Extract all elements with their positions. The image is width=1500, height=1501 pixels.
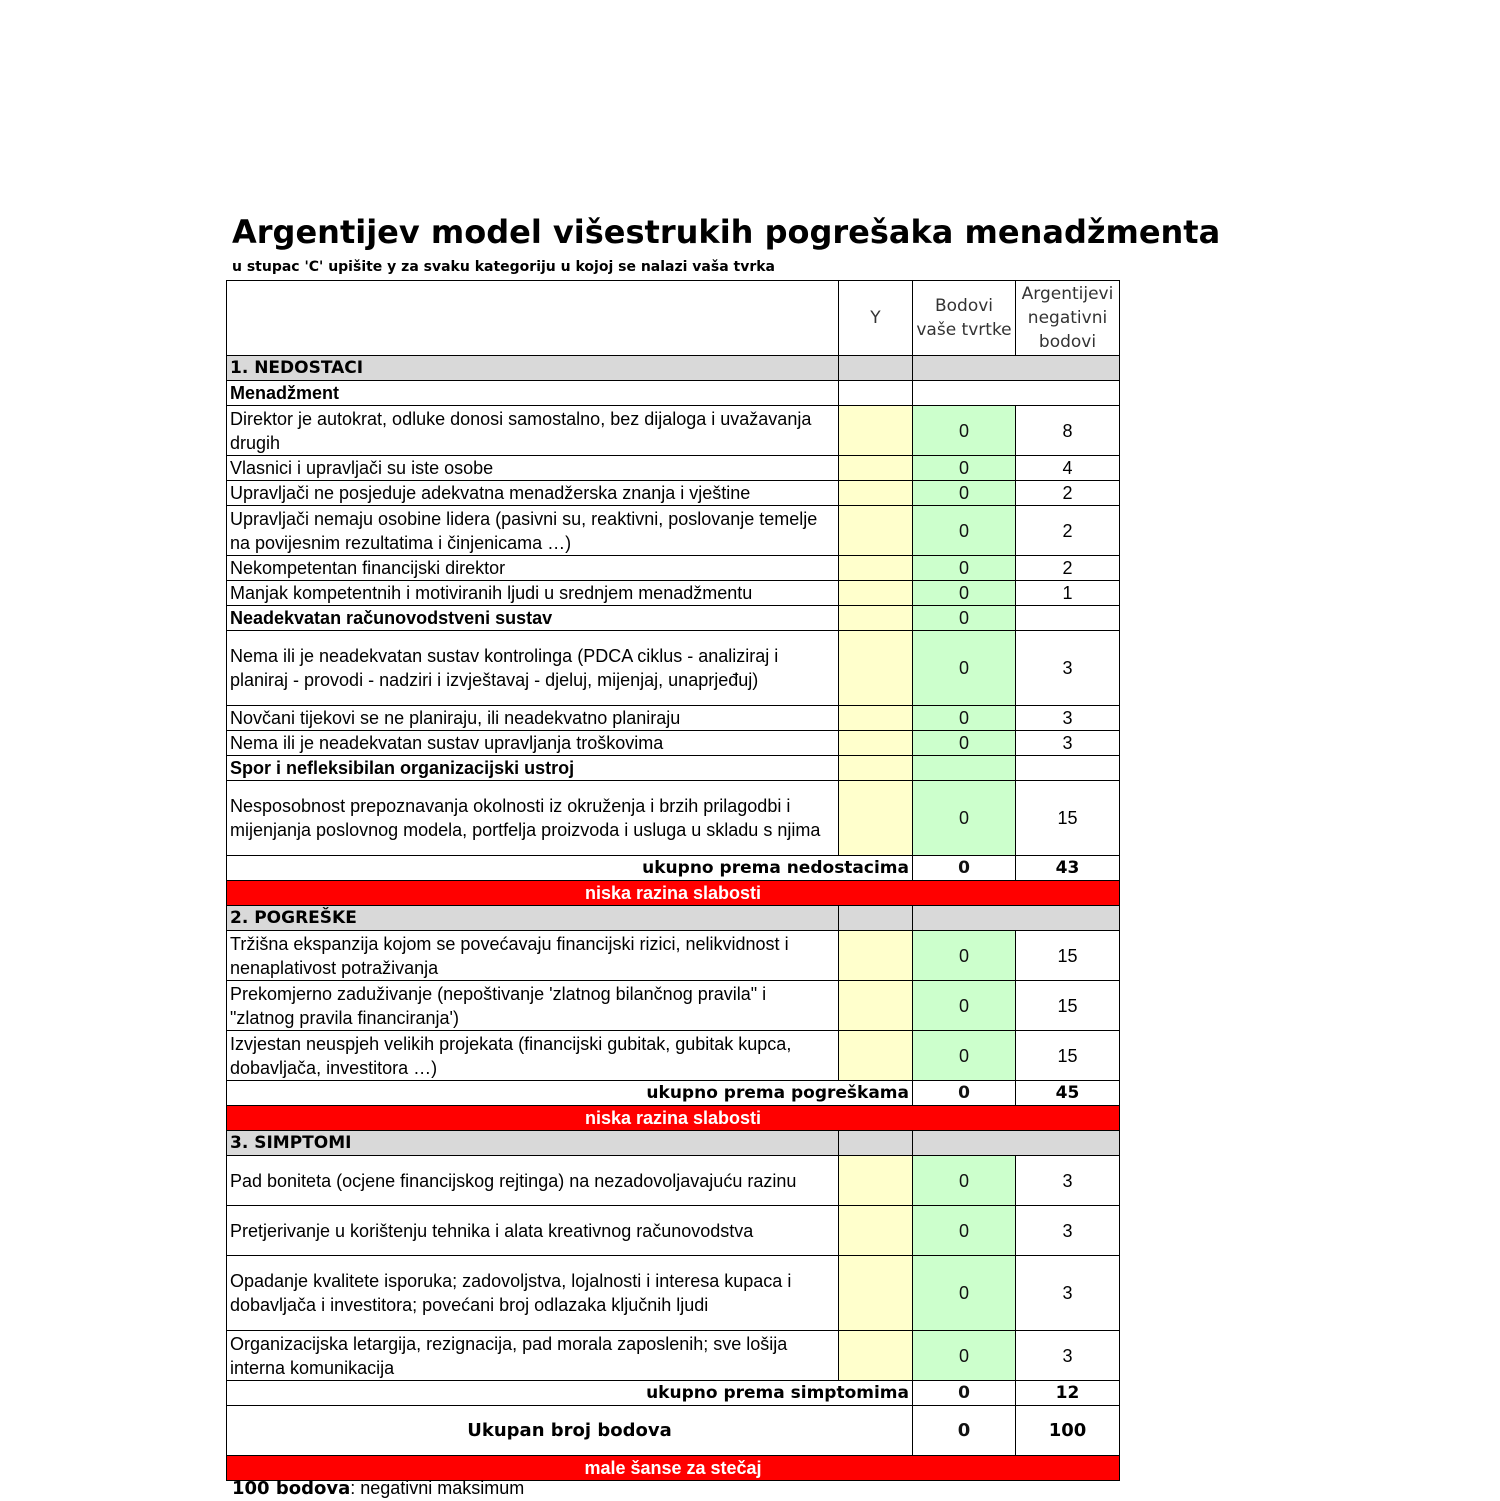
argenti-points-cell: 15 xyxy=(1016,1031,1120,1081)
y-input-cell[interactable] xyxy=(839,756,913,781)
section-y-cell xyxy=(839,906,913,931)
y-input-cell[interactable] xyxy=(839,731,913,756)
criterion-label: Nekompetentan financijski direktor xyxy=(227,556,839,581)
subcategory-row xyxy=(227,756,1120,781)
table-row xyxy=(227,931,1120,981)
company-points-cell: 0 xyxy=(913,1031,1016,1081)
subtotal-argenti: 43 xyxy=(1016,856,1120,881)
argenti-points-cell: 3 xyxy=(1016,706,1120,731)
criterion-label: Prekomjerno zaduživanje (nepoštivanje 'zlatnog bilančnog pravila" i "zlatnog pravila financiranja') xyxy=(227,981,839,1031)
criterion-label: Vlasnici i upravljači su iste osobe xyxy=(227,456,839,481)
header-row xyxy=(227,281,1120,356)
subcategory-row xyxy=(227,606,1120,631)
grand-total-points: 0 xyxy=(913,1406,1016,1456)
y-input-cell[interactable] xyxy=(839,456,913,481)
y-input-cell[interactable] xyxy=(839,1156,913,1206)
subtotal-points: 0 xyxy=(913,856,1016,881)
criterion-label: Izvjestan neuspjeh velikih projekata (financijski gubitak, gubitak kupca, dobavljača, investitora …) xyxy=(227,1031,839,1081)
y-input-cell[interactable] xyxy=(839,781,913,856)
company-points-cell: 0 xyxy=(913,406,1016,456)
table-row xyxy=(227,1031,1120,1081)
section-blank-cell xyxy=(913,356,1120,381)
subtotal-row xyxy=(227,1081,1120,1106)
subtotal-argenti: 45 xyxy=(1016,1081,1120,1106)
y-input-cell[interactable] xyxy=(839,1031,913,1081)
table-row xyxy=(227,406,1120,456)
argenti-points-cell xyxy=(1016,756,1120,781)
company-points-cell: 0 xyxy=(913,1156,1016,1206)
table-row xyxy=(227,581,1120,606)
y-input-cell[interactable] xyxy=(839,931,913,981)
criterion-label: Pretjerivanje u korištenju tehnika i alata kreativnog računovodstva xyxy=(227,1206,839,1256)
instructions: u stupac 'C' upišite y za svaku kategoriju u kojoj se nalazi vaša tvrka xyxy=(232,259,776,275)
y-input-cell[interactable] xyxy=(839,556,913,581)
y-input-cell[interactable] xyxy=(839,606,913,631)
argenti-points-cell: 4 xyxy=(1016,456,1120,481)
assessment-table xyxy=(226,280,1120,1481)
verdict-row xyxy=(227,1106,1120,1131)
table-row xyxy=(227,481,1120,506)
y-input-cell[interactable] xyxy=(839,981,913,1031)
header-points: Bodovi vaše tvrtke xyxy=(913,281,1016,356)
subtotal-points: 0 xyxy=(913,1381,1016,1406)
page-title: Argentijev model višestrukih pogrešaka menadžmenta xyxy=(232,213,1221,251)
table-body xyxy=(227,281,1120,1481)
criterion-label: Manjak kompetentnih i motiviranih ljudi u srednjem menadžmentu xyxy=(227,581,839,606)
argenti-points-cell: 3 xyxy=(1016,1331,1120,1381)
header-argenti: Argentijevi negativni bodovi xyxy=(1016,281,1120,356)
y-input-cell[interactable] xyxy=(839,406,913,456)
verdict-label: niska razina slabosti xyxy=(227,881,1120,906)
argenti-points-cell: 8 xyxy=(1016,406,1120,456)
table-row xyxy=(227,706,1120,731)
argenti-points-cell: 15 xyxy=(1016,981,1120,1031)
company-points-cell: 0 xyxy=(913,706,1016,731)
table-row xyxy=(227,556,1120,581)
criterion-label: Upravljači nemaju osobine lidera (pasivni su, reaktivni, poslovanje temelje na povijesnim rezultatima i činjenicama …) xyxy=(227,506,839,556)
argenti-points-cell: 1 xyxy=(1016,581,1120,606)
company-points-cell: 0 xyxy=(913,1206,1016,1256)
argenti-points-cell: 3 xyxy=(1016,1206,1120,1256)
argenti-points-cell: 15 xyxy=(1016,781,1120,856)
y-input-cell[interactable] xyxy=(839,481,913,506)
table-row xyxy=(227,506,1120,556)
section-title: 2. POGREŠKE xyxy=(227,906,839,931)
criterion-label: Pad boniteta (ocjene financijskog rejtinga) na nezadovoljavajuću razinu xyxy=(227,1156,839,1206)
y-input-cell[interactable] xyxy=(839,1331,913,1381)
company-points-cell: 0 xyxy=(913,1256,1016,1331)
y-input-cell[interactable] xyxy=(839,1256,913,1331)
section-header xyxy=(227,356,1120,381)
criterion-label: Opadanje kvalitete isporuka; zadovoljstva, lojalnosti i interesa kupaca i dobavljača i investitora; povećani broj odlazaka ključnih ljudi xyxy=(227,1256,839,1331)
argenti-points-cell: 3 xyxy=(1016,1256,1120,1331)
table-row xyxy=(227,781,1120,856)
company-points-cell: 0 xyxy=(913,581,1016,606)
table-row xyxy=(227,731,1120,756)
section-y-cell xyxy=(839,356,913,381)
footnote-bold: 100 bodova xyxy=(232,1478,351,1499)
company-points-cell: 0 xyxy=(913,556,1016,581)
subcategory-label: Spor i nefleksibilan organizacijski ustroj xyxy=(227,756,839,781)
grand-total-row xyxy=(227,1406,1120,1456)
criterion-label: Organizacijska letargija, rezignacija, pad morala zaposlenih; sve lošija interna komunikacija xyxy=(227,1331,839,1381)
section-blank-cell xyxy=(913,906,1120,931)
table-row xyxy=(227,981,1120,1031)
subtotal-row xyxy=(227,856,1120,881)
table-row xyxy=(227,456,1120,481)
table-row xyxy=(227,1156,1120,1206)
section-title: 1. NEDOSTACI xyxy=(227,356,839,381)
company-points-cell: 0 xyxy=(913,981,1016,1031)
company-points-cell: 0 xyxy=(913,606,1016,631)
footnote-text: : negativni maksimum xyxy=(350,1478,525,1498)
company-points-cell: 0 xyxy=(913,456,1016,481)
argenti-points-cell: 3 xyxy=(1016,731,1120,756)
company-points-cell: 0 xyxy=(913,781,1016,856)
subcategory-blank-cell xyxy=(913,381,1120,406)
section-header xyxy=(227,1131,1120,1156)
subcategory-row xyxy=(227,381,1120,406)
grand-total-argenti: 100 xyxy=(1016,1406,1120,1456)
subtotal-label: ukupno prema pogreškama xyxy=(227,1081,913,1106)
subtotal-points: 0 xyxy=(913,1081,1016,1106)
verdict-row xyxy=(227,881,1120,906)
company-points-cell: 0 xyxy=(913,631,1016,706)
header-y: Y xyxy=(839,281,913,356)
criterion-label: Tržišna ekspanzija kojom se povećavaju financijski rizici, nelikvidnost i nenaplativost potraživanja xyxy=(227,931,839,981)
subtotal-label: ukupno prema simptomima xyxy=(227,1381,913,1406)
y-input-cell[interactable] xyxy=(839,581,913,606)
criterion-label: Nema ili je neadekvatan sustav upravljanja troškovima xyxy=(227,731,839,756)
subtotal-argenti: 12 xyxy=(1016,1381,1120,1406)
subtotal-label: ukupno prema nedostacima xyxy=(227,856,913,881)
argenti-points-cell: 2 xyxy=(1016,556,1120,581)
argenti-points-cell: 3 xyxy=(1016,1156,1120,1206)
subcategory-label: Neadekvatan računovodstveni sustav xyxy=(227,606,839,631)
y-input-cell[interactable] xyxy=(839,631,913,706)
section-title: 3. SIMPTOMI xyxy=(227,1131,839,1156)
y-input-cell[interactable] xyxy=(839,1206,913,1256)
company-points-cell: 0 xyxy=(913,1331,1016,1381)
y-input-cell[interactable] xyxy=(839,706,913,731)
table-row xyxy=(227,1256,1120,1331)
table-row xyxy=(227,1206,1120,1256)
criterion-label: Direktor je autokrat, odluke donosi samostalno, bez dijaloga i uvažavanja drugih xyxy=(227,406,839,456)
section-y-cell xyxy=(839,1131,913,1156)
section-blank-cell xyxy=(913,1131,1120,1156)
argenti-points-cell: 15 xyxy=(1016,931,1120,981)
criterion-label: Upravljači ne posjeduje adekvatna menadžerska znanja i vještine xyxy=(227,481,839,506)
company-points-cell: 0 xyxy=(913,731,1016,756)
header-description xyxy=(227,281,839,356)
criterion-label: Nesposobnost prepoznavanja okolnosti iz okruženja i brzih prilagodbi i mijenjanja poslovnog modela, portfelja proizvoda i usluga u skladu s njima xyxy=(227,781,839,856)
argenti-points-cell: 2 xyxy=(1016,481,1120,506)
table-row xyxy=(227,1331,1120,1381)
footnote xyxy=(232,1476,524,1501)
verdict-label: niska razina slabosti xyxy=(227,1106,1120,1131)
argenti-points-cell xyxy=(1016,606,1120,631)
section-header xyxy=(227,906,1120,931)
y-input-cell[interactable] xyxy=(839,506,913,556)
criterion-label: Nema ili je neadekvatan sustav kontrolinga (PDCA ciklus - analiziraj i planiraj - provodi - nadziri i izvještavaj - djeluj, mijenjaj, unaprjeđuj) xyxy=(227,631,839,706)
argenti-points-cell: 3 xyxy=(1016,631,1120,706)
company-points-cell: 0 xyxy=(913,931,1016,981)
company-points-cell xyxy=(913,756,1016,781)
subcategory-label: Menadžment xyxy=(227,381,839,406)
grand-total-label: Ukupan broj bodova xyxy=(227,1406,913,1456)
subcategory-y-cell xyxy=(839,381,913,406)
company-points-cell: 0 xyxy=(913,481,1016,506)
argenti-points-cell: 2 xyxy=(1016,506,1120,556)
criterion-label: Novčani tijekovi se ne planiraju, ili neadekvatno planiraju xyxy=(227,706,839,731)
final-verdict-label: male šanse za stečaj xyxy=(227,1456,1120,1481)
table-row xyxy=(227,631,1120,706)
subtotal-row xyxy=(227,1381,1120,1406)
company-points-cell: 0 xyxy=(913,506,1016,556)
